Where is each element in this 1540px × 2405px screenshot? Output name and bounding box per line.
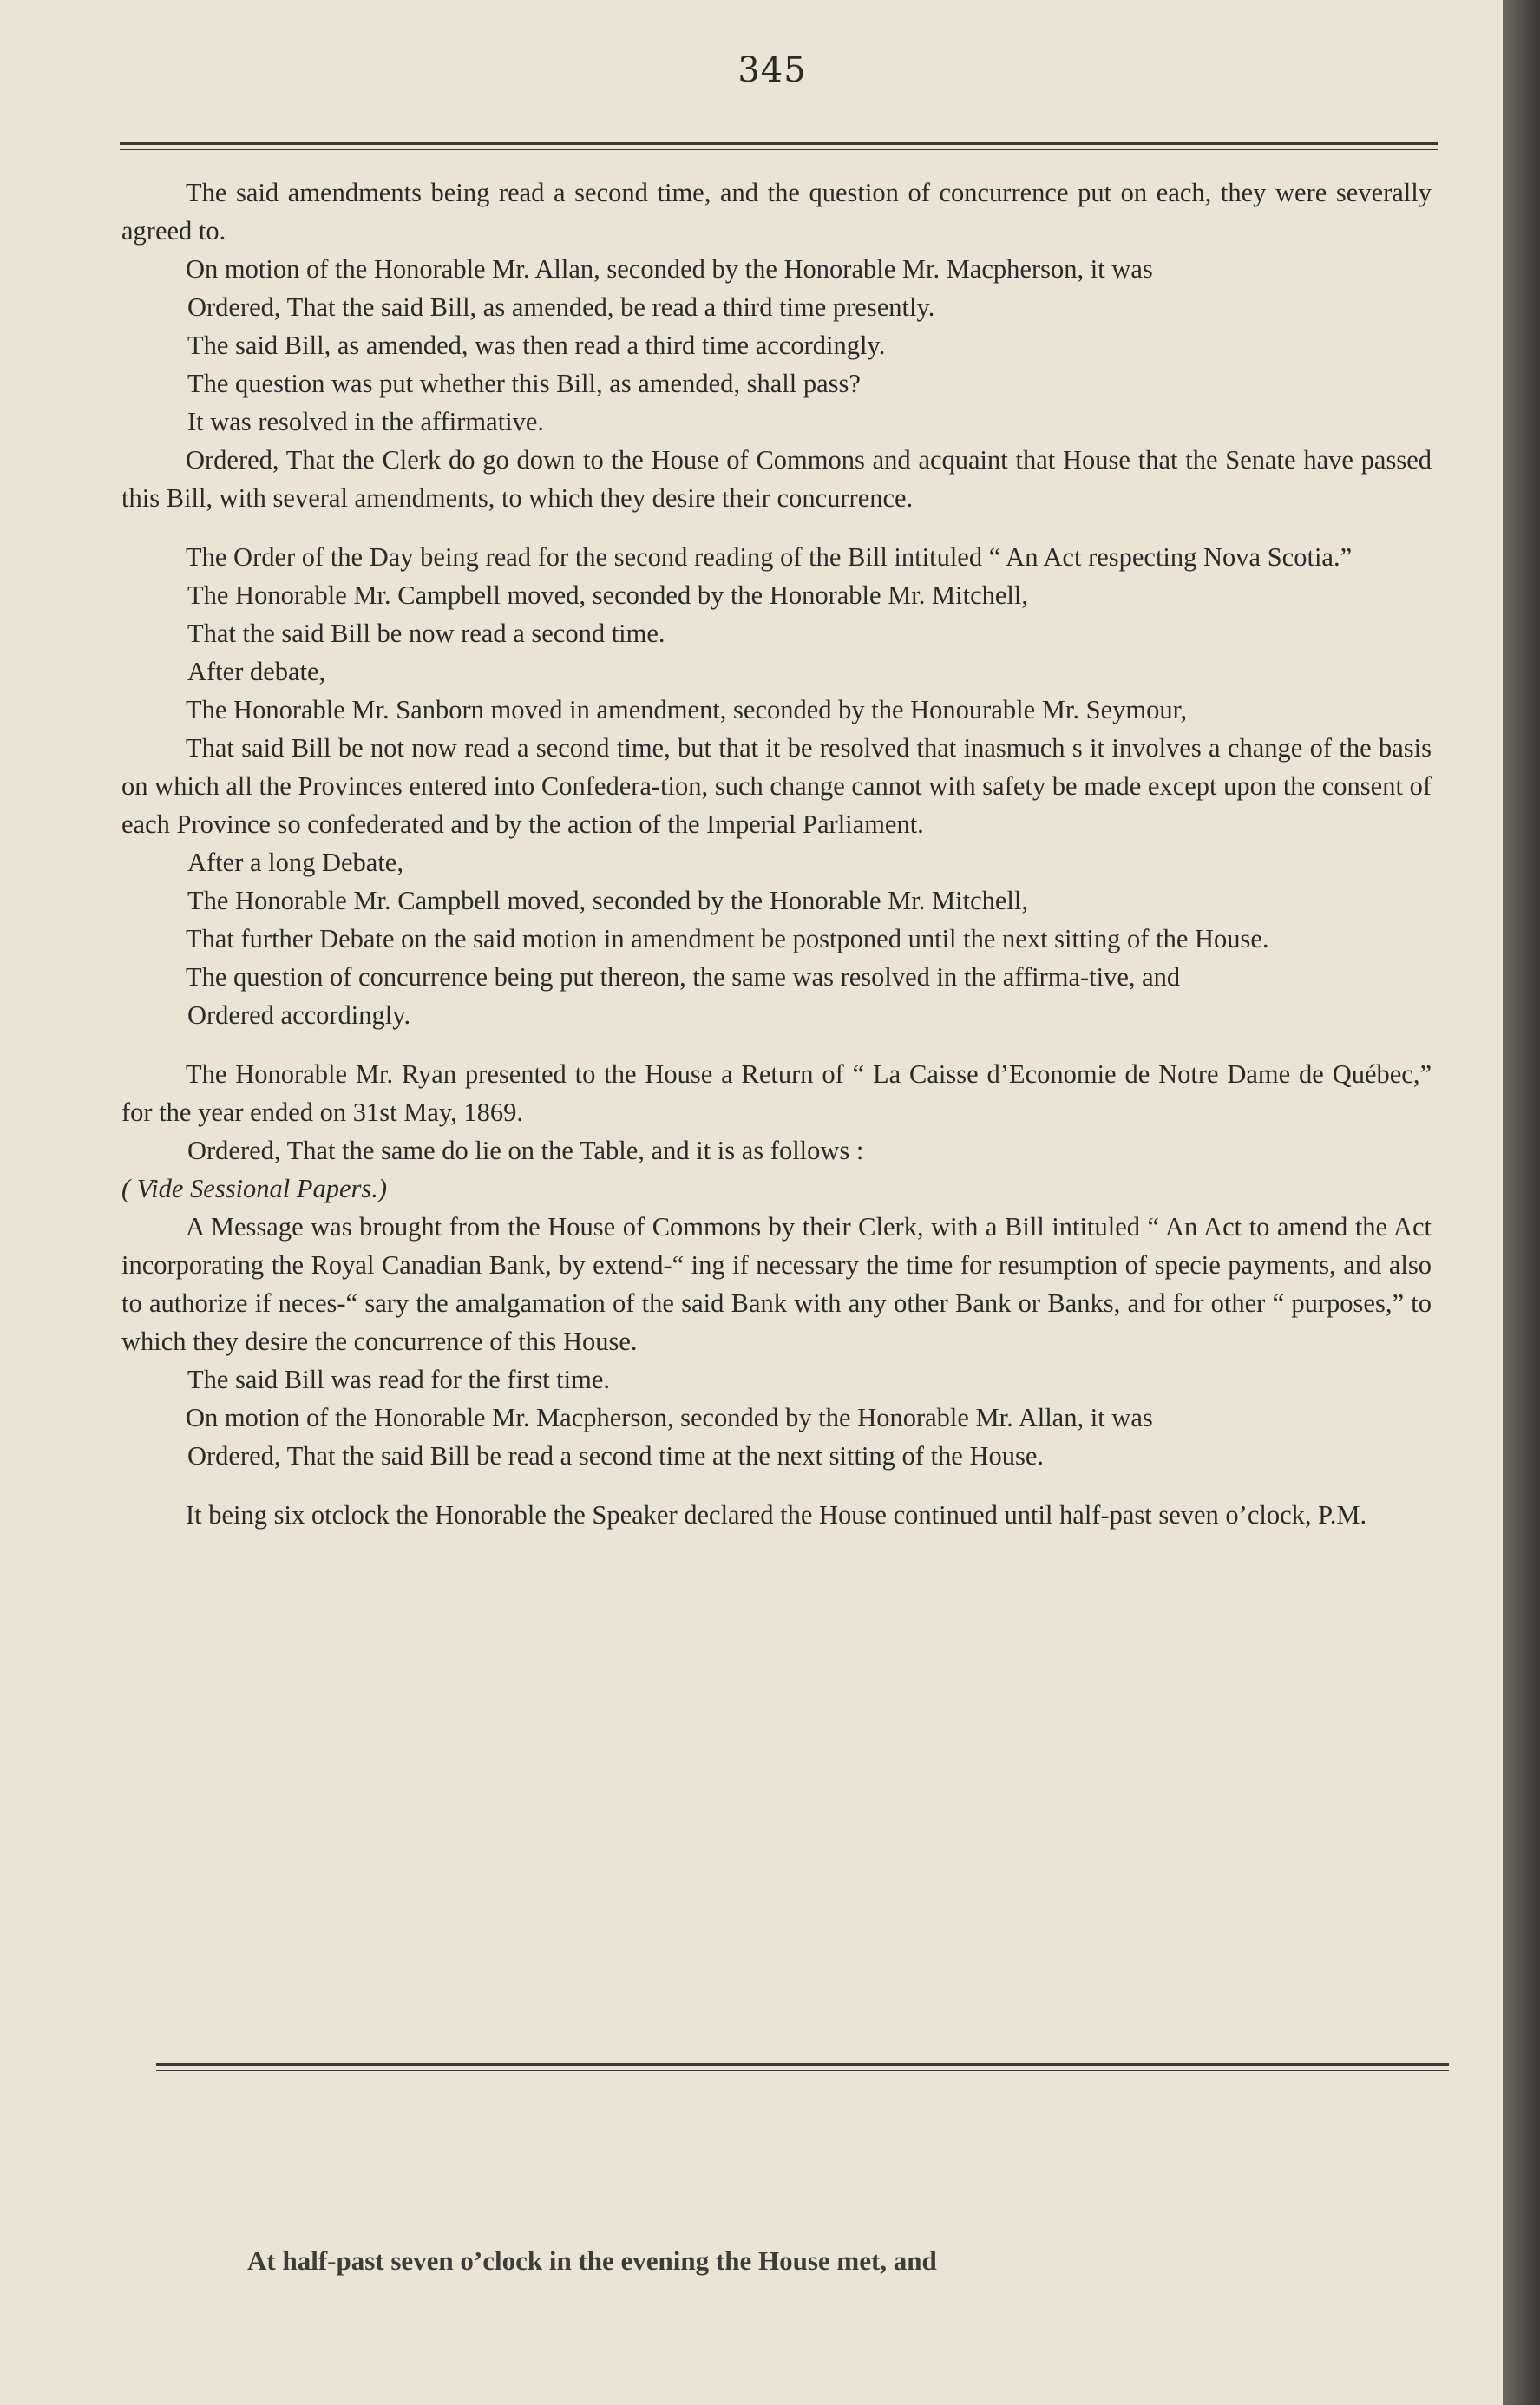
paragraph: On motion of the Honorable Mr. Allan, seconded by the Honorable Mr. Macpherson, it was [186,254,1153,284]
paragraph: On motion of the Honorable Mr. Macpherson, seconded by the Honorable Mr. Allan, it was [186,1403,1153,1432]
paragraph: That said Bill be not now read a second time, but that it be resolved that inasmuch s it involves a change of the basis on which all the Provinces entered into Confedera-tion, such change cannot with safety be made except upon the consent of each Province so confederated and by the action of the Imperial Parliament. [121,733,1432,839]
paragraph: The said Bill was read for the first time. [187,1365,611,1394]
paragraph: Ordered, That the said Bill be read a second time at the next sitting of the House. [187,1441,1045,1471]
paragraph: That the said Bill be now read a second time. [187,619,665,648]
paragraph: Ordered, That the said Bill, as amended, be read a third time presently. [187,292,935,322]
page-number: 345 [737,50,807,90]
paragraph: That further Debate on the said motion in amendment be postponed until the next sitting of the House. [186,924,1269,953]
paragraph: The said Bill, as amended, was then read a third time accordingly. [187,331,886,360]
paragraph: A Message was brought from the House of Commons by their Clerk, with a Bill intituled “ An Act to amend the Act incorporating the Royal Canadian Bank, by extend-“ ing if necessary the time for resumption of specie payments, and also to authorize if neces-“ sary the amalgamation of the said Bank with any other Bank or Banks, and for other “ purposes,” to which they desire the concurrence of this House. [121,1212,1432,1356]
closing-line: At half-past seven o’clock in the evening the House met, and [247,2245,937,2276]
paragraph: The Order of the Day being read for the second reading of the Bill intituled “ An Act respecting Nova Scotia.” [186,542,1353,572]
paragraph: The Honorable Mr. Sanborn moved in amendment, seconded by the Honourable Mr. Seymour, [186,695,1188,724]
paragraph: The said amendments being read a second time, and the question of concurrence put on each, they were severally agreed to. [121,178,1432,246]
page-gutter [1503,0,1540,2405]
paragraph: Ordered, That the Clerk do go down to the House of Commons and acquaint that House that the Senate have passed this Bill, with several amendments, to which they desire their concurrence. [121,445,1432,513]
paragraph: It was resolved in the affirmative. [187,407,545,436]
footer-rule [156,2063,1449,2066]
paragraph: The question was put whether this Bill, as amended, shall pass? [187,369,861,398]
paragraph: After a long Debate, [187,848,403,877]
document-body [121,174,1432,1534]
header-rule [120,142,1438,145]
header-rule-thin [120,149,1438,150]
sessional-papers-note: ( Vide Sessional Papers.) [121,1174,388,1203]
paragraph: Ordered, That the same do lie on the Table, and it is as follows : [187,1136,864,1165]
paragraph: The Honorable Mr. Ryan presented to the House a Return of “ La Caisse d’Economie de Notre Dame de Québec,” for the year ended on 31st May, 1869. [121,1059,1432,1127]
footer-rule-thin [156,2070,1449,2071]
paragraph: The question of concurrence being put thereon, the same was resolved in the affirma-tive, and [186,962,1181,992]
paragraph: After debate, [187,657,326,686]
paragraph: Ordered accordingly. [187,1000,411,1030]
paragraph: It being six otclock the Honorable the Speaker declared the House continued until half-past seven o’clock, P.M. [186,1500,1367,1530]
paragraph: The Honorable Mr. Campbell moved, seconded by the Honorable Mr. Mitchell, [187,580,1029,610]
paragraph: The Honorable Mr. Campbell moved, seconded by the Honorable Mr. Mitchell, [187,886,1029,915]
